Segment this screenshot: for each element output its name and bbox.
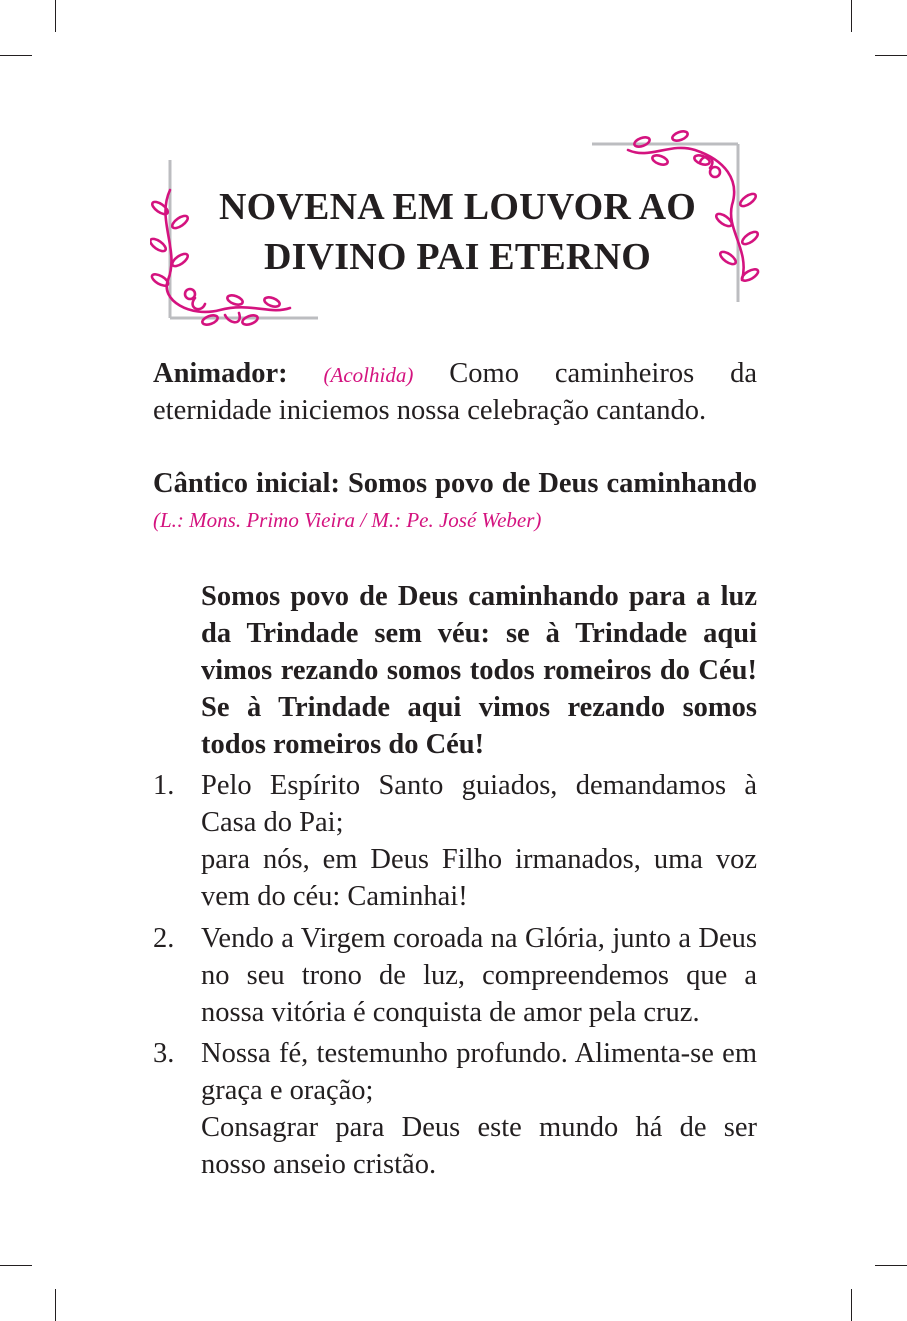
- verse-item: [153, 1035, 757, 1183]
- verse-line: Pelo Espírito Santo guiados, demandamos à Casa do Pai;: [201, 770, 757, 838]
- verse-line: Nossa fé, testemunho profundo. Alimenta-se em graça e oração;: [201, 1038, 757, 1106]
- page-title: [150, 182, 765, 282]
- verse-item: [153, 767, 757, 915]
- title-line: NOVENA EM LOUVOR AO: [218, 186, 697, 228]
- refrain: Somos povo de Deus caminhando para a luz da Trindade sem véu: se à Trindade aqui vimos rezando somos todos romeiros do Céu! Se à Trindade aqui vimos rezando somos todos romeiros do Céu!: [201, 581, 757, 760]
- verse-item: [153, 920, 757, 1031]
- verse-line: para nós, em Deus Filho irmanados, uma voz vem do céu: Caminhai!: [201, 844, 757, 912]
- verse-number: 1.: [153, 770, 175, 801]
- speaker-label: Animador:: [153, 358, 288, 389]
- title-frame: [150, 120, 765, 340]
- hymn-credit: (L.: Mons. Primo Vieira / M.: Pe. José Weber): [153, 508, 542, 532]
- intro-text: Como caminheiros da eternidade iniciemos nossa celebração cantando.: [153, 358, 758, 426]
- verse-line: Consagrar para Deus este mundo há de ser nosso anseio cristão.: [201, 1112, 757, 1180]
- title-line: DIVINO PAI ETERNO: [264, 236, 651, 278]
- crop-mark: [55, 1289, 56, 1321]
- crop-mark: [55, 0, 56, 32]
- crop-mark: [0, 55, 32, 56]
- stage-note: (Acolhida): [323, 363, 414, 387]
- hymn-heading: [153, 466, 757, 538]
- verse-number: 3.: [153, 1038, 175, 1069]
- crop-mark: [851, 0, 852, 32]
- hymn-title: Cântico inicial: Somos povo de Deus caminhando: [153, 468, 757, 499]
- verse-line: Vendo a Virgem coroada na Glória, junto a Deus no seu trono de luz, compreendemos que a nossa vitória é conquista de amor pela cruz.: [201, 923, 757, 1028]
- crop-mark: [875, 55, 907, 56]
- crop-mark: [851, 1289, 852, 1321]
- verse-number: 2.: [153, 923, 175, 954]
- crop-mark: [0, 1265, 32, 1266]
- crop-mark: [875, 1265, 907, 1266]
- intro-paragraph: [153, 356, 757, 428]
